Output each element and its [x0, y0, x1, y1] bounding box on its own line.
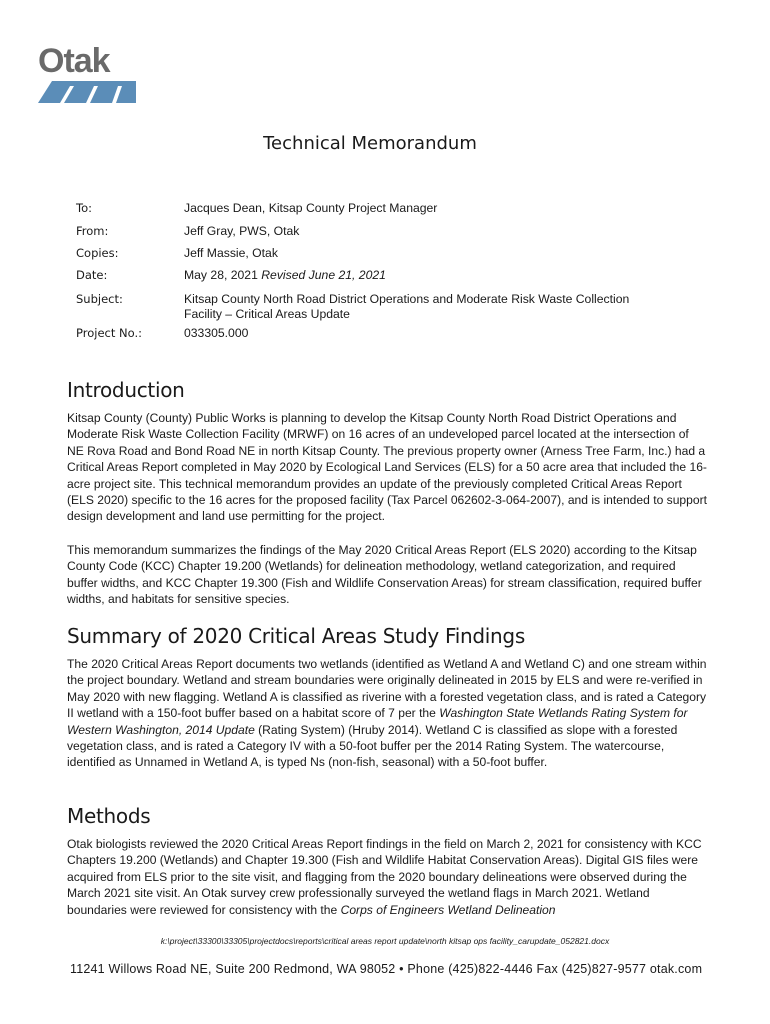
footer-file-path: k:\project\33300\33305\projectdocs\reports\critical areas report update\north kitsap ops facility_carupdate_052821.docx — [160, 936, 610, 946]
header-label: Date: — [76, 268, 108, 282]
header-label: To: — [76, 201, 92, 215]
methods-italic-title: Corps of Engineers Wetland Delineation — [340, 902, 556, 917]
rating-system-title: Washington State Wetlands Rating System for Western Washington, 2014 Update — [67, 706, 688, 737]
introduction-paragraph-2: This memorandum summarizes the findings of the May 2020 Critical Areas Report (ELS 2020) according to the Kitsap County Code (KCC) Chapter 19.200 (Wetlands) for delineation methodology, wetland categorization, and required buffer widths, and KCC Chapter 19.300 (Fish and Wildlife Conservation Areas) for stream classification, required buffer widths, and habitats for sensitive species. — [67, 543, 702, 607]
date-revised: Revised June 21, 2021 — [261, 268, 386, 282]
header-value: Jacques Dean, Kitsap County Project Manager — [184, 201, 438, 215]
summary-text-b: (Rating System) (Hruby 2014). Wetland C is classified as slope with a forested vegetation class, and is rated a Category IV with a 50-foot buffer per the 2014 Rating System. The watercourse, identified as Unnamed in Wetland A, is typed Ns (non-fish, seasonal) with a 50-foot buffer. — [67, 722, 678, 770]
header-value-subject — [184, 292, 704, 322]
header-label: From: — [76, 224, 109, 238]
introduction-heading: Introduction — [67, 378, 185, 402]
summary-heading: Summary of 2020 Critical Areas Study Findings — [67, 624, 525, 648]
introduction-paragraph-1: Kitsap County (County) Public Works is planning to develop the Kitsap County North Road District Operations and Moderate Risk Waste Collection Facility (MRWF) on 16 acres of an undeveloped parcel located at the intersection of NE Rova Road and Bond Road NE in north Kitsap County. The previous property owner (Arness Tree Farm, Inc.) had a Critical Areas Report completed in May 2020 by Ecological Land Services (ELS) for a 50 acre area that included the 16-acre project site. This technical memorandum provides an update of the previously completed Critical Areas Report (ELS 2020) specific to the 16 acres for the proposed facility (Tax Parcel 062602-3-064-2007), and is intended to support design development and land use permitting for the project. — [67, 411, 707, 524]
subject-line1: Kitsap County North Road District Operations and Moderate Risk Waste Collection — [184, 292, 630, 306]
otak-logo — [38, 44, 138, 102]
otak-logo-mark-icon — [38, 81, 136, 103]
summary-text-a: The 2020 Critical Areas Report documents two wetlands (identified as Wetland A and Wetland C) and one stream within the project boundary. Wetland and stream boundaries were originally delineated in 2015 by ELS and were re-verified in May 2020 with new flagging. Wetland A is classified as riverine with a forested vegetation class, and is rated a Category II wetland with a 150-foot buffer based on a habitat score of 7 per the — [67, 657, 707, 721]
summary-paragraph — [67, 656, 707, 771]
footer-address: 11241 Willows Road NE, Suite 200 Redmond, WA 98052 • Phone (425)822-4446 Fax (425)827-9577 otak.com — [70, 962, 703, 976]
header-label: Project No.: — [76, 326, 142, 340]
logo-wordmark: Otak — [38, 42, 110, 80]
methods-text-a: Otak biologists reviewed the 2020 Critical Areas Report findings in the field on March 2, 2021 for consistency with KCC Chapters 19.200 (Wetlands) and Chapter 19.300 (Fish and Wildlife Habitat Conservation Areas). Digital GIS files were acquired from ELS prior to the site visit, and flagging from the 2020 boundary delineations were observed during the March 2021 site visit. An Otak survey crew professionally surveyed the wetland flags in March 2021. Wetland boundaries were reviewed for consistency with the — [67, 837, 702, 917]
subject-line2: Facility – Critical Areas Update — [184, 307, 350, 321]
header-value: Jeff Massie, Otak — [184, 246, 278, 260]
date-value: May 28, 2021 — [184, 268, 258, 282]
header-label: Copies: — [76, 246, 119, 260]
header-value: 033305.000 — [184, 326, 249, 340]
header-value-date — [184, 268, 704, 283]
header-value: Jeff Gray, PWS, Otak — [184, 224, 300, 238]
header-label: Subject: — [76, 292, 123, 306]
methods-paragraph — [67, 836, 707, 918]
memo-title: Technical Memorandum — [263, 133, 477, 154]
methods-heading: Methods — [67, 804, 151, 828]
